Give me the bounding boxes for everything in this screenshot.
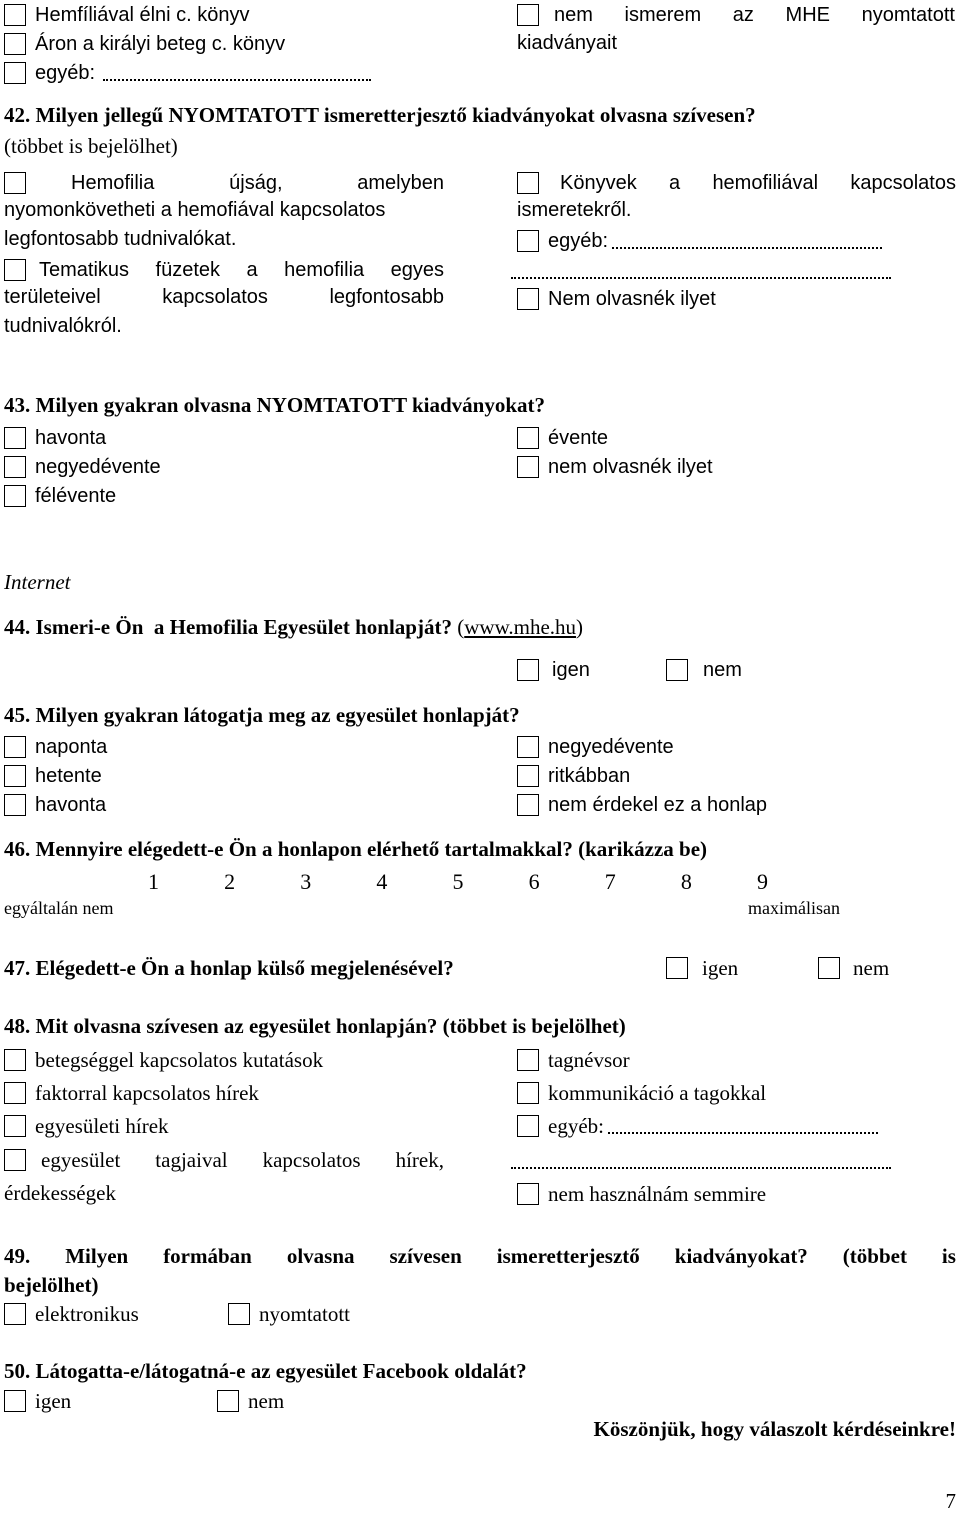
option-monthly[interactable] xyxy=(4,792,106,818)
question-43-title: 43. Milyen gyakran olvasna NYOMTATOTT kiadványokat? xyxy=(4,393,546,417)
question-48-title: 48. Mit olvasna szívesen az egyesület honlapján? (többet is bejelölhet) xyxy=(4,1014,626,1038)
option-half-yearly[interactable] xyxy=(4,483,116,509)
option-label-cont: legfontosabb tudnivalókat. xyxy=(4,228,237,250)
checkbox[interactable] xyxy=(517,4,539,26)
option-label: nem használnám semmire xyxy=(548,1181,767,1206)
checkbox[interactable] xyxy=(4,1115,26,1137)
rating-value[interactable]: 9 xyxy=(757,869,768,894)
checkbox[interactable] xyxy=(517,659,539,681)
option-label: évente xyxy=(548,426,609,449)
option-label: negyedévente xyxy=(35,455,161,478)
checkbox[interactable] xyxy=(517,230,539,252)
option-label: igen xyxy=(552,658,590,681)
rating-value[interactable]: 4 xyxy=(376,869,388,894)
checkbox[interactable] xyxy=(666,659,688,681)
fill-in-line[interactable] xyxy=(511,260,891,285)
checkbox[interactable] xyxy=(517,172,539,194)
fill-in-line[interactable] xyxy=(511,1150,891,1175)
checkbox[interactable] xyxy=(517,794,539,816)
checkbox[interactable] xyxy=(4,1049,26,1071)
rating-value[interactable]: 8 xyxy=(680,869,692,894)
option-label: egyesületi hírek xyxy=(35,1113,169,1138)
checkbox[interactable] xyxy=(517,288,539,310)
option-yes[interactable] xyxy=(4,1388,71,1414)
option-label: faktorral kapcsolatos hírek xyxy=(35,1080,259,1105)
option-label: naponta xyxy=(35,735,108,758)
option-label: betegséggel kapcsolatos kutatások xyxy=(35,1047,324,1072)
option-label: havonta xyxy=(35,426,107,449)
option-label: félévente xyxy=(35,484,117,507)
option-dont-know-prints[interactable] xyxy=(517,2,955,28)
option-label: nem olvasnék ilyet xyxy=(548,455,713,478)
website-link[interactable]: www.mhe.hu xyxy=(464,615,577,639)
checkbox[interactable] xyxy=(517,1183,539,1205)
option-quarterly[interactable] xyxy=(517,734,674,760)
rating-value[interactable]: 3 xyxy=(300,869,312,894)
checkbox[interactable] xyxy=(517,427,539,449)
scale-high-label: maximálisan xyxy=(748,898,840,918)
option-label-cont: nyomonkövetheti a hemofiával kapcsolatos xyxy=(4,199,386,221)
checkbox[interactable] xyxy=(517,1082,539,1104)
option-label: egyéb: xyxy=(548,229,609,252)
option-monthly[interactable] xyxy=(4,425,106,451)
option-not-interested[interactable] xyxy=(517,792,767,818)
option-label-cont: tudnivalókról. xyxy=(4,315,122,337)
option-label: tagnévsor xyxy=(548,1047,630,1072)
option-label: Könyvek a hemofiliával kapcsolatos xyxy=(560,171,956,194)
scale-low-label: egyáltalán nem xyxy=(4,898,114,918)
question-50-title: 50. Látogatta-e/látogatná-e az egyesület Facebook oldalát? xyxy=(4,1359,527,1383)
checkbox[interactable] xyxy=(4,736,26,758)
option-rarely[interactable] xyxy=(517,763,630,789)
question-42-hint: (többet is bejelölhet) xyxy=(4,134,178,158)
checkbox[interactable] xyxy=(4,259,26,281)
option-daily[interactable] xyxy=(4,734,107,760)
option-association-news[interactable] xyxy=(4,1113,169,1139)
option-label: egyéb: xyxy=(548,1113,604,1138)
question-49-title: 49. Milyen formában olvasna szívesen ismeretterjesztő kiadványokat? (többet is xyxy=(4,1244,956,1268)
option-no[interactable] xyxy=(818,955,889,981)
option-label: Áron a királyi beteg c. könyv xyxy=(35,32,286,55)
option-no[interactable] xyxy=(666,657,742,683)
checkbox[interactable] xyxy=(4,4,26,26)
checkbox[interactable] xyxy=(517,1049,539,1071)
option-label: egyéb: xyxy=(35,61,96,84)
rating-value[interactable]: 5 xyxy=(452,869,464,894)
fill-in-line[interactable] xyxy=(608,1118,878,1134)
option-research[interactable] xyxy=(4,1047,323,1073)
checkbox[interactable] xyxy=(4,62,26,84)
option-label: nem xyxy=(853,955,890,980)
checkbox[interactable] xyxy=(4,33,26,55)
checkbox[interactable] xyxy=(4,456,26,478)
checkbox[interactable] xyxy=(517,765,539,787)
section-heading: Internet xyxy=(4,570,71,594)
checkbox[interactable] xyxy=(4,765,26,787)
option-label: ritkábban xyxy=(548,764,631,787)
option-would-not-use[interactable] xyxy=(517,1181,766,1207)
question-49-title-cont: bejelölhet) xyxy=(4,1273,99,1297)
checkbox[interactable] xyxy=(818,957,840,979)
checkbox[interactable] xyxy=(517,456,539,478)
option-label: igen xyxy=(35,1388,72,1413)
option-label: nyomtatott xyxy=(259,1301,350,1326)
fill-in-line[interactable] xyxy=(103,65,371,81)
checkbox[interactable] xyxy=(4,1149,26,1171)
option-aron-book[interactable] xyxy=(4,31,285,57)
option-factor-news[interactable] xyxy=(4,1080,259,1106)
option-label-cont: érdekességek xyxy=(4,1181,116,1205)
option-label: Tematikus füzetek a hemofilia egyes xyxy=(39,258,444,281)
option-other[interactable] xyxy=(517,228,882,254)
option-label: negyedévente xyxy=(548,735,674,758)
rating-value[interactable]: 2 xyxy=(224,869,236,894)
option-would-not-read[interactable] xyxy=(517,454,713,480)
question-46-title: 46. Mennyire elégedett-e Ön a honlapon elérhető tartalmakkal? (karikázza be) xyxy=(4,837,708,861)
checkbox[interactable] xyxy=(4,1082,26,1104)
checkbox[interactable] xyxy=(4,794,26,816)
checkbox[interactable] xyxy=(4,1303,26,1325)
option-member-news[interactable] xyxy=(4,1147,444,1173)
option-label: Hemfíliával élni c. könyv xyxy=(35,3,250,26)
option-communication[interactable] xyxy=(517,1080,766,1106)
option-hemofilia-newspaper[interactable] xyxy=(4,170,444,196)
checkbox[interactable] xyxy=(517,736,539,758)
option-label-cont: ismeretekről. xyxy=(517,199,632,221)
rating-value[interactable]: 1 xyxy=(148,869,159,894)
checkbox[interactable] xyxy=(4,1390,26,1412)
option-label: igen xyxy=(702,955,739,980)
rating-scale xyxy=(148,869,768,895)
option-label: nem érdekel ez a honlap xyxy=(548,793,768,816)
option-label: nem xyxy=(248,1388,285,1413)
checkbox[interactable] xyxy=(666,957,688,979)
option-quarterly[interactable] xyxy=(4,454,161,480)
option-label: nem xyxy=(703,658,742,681)
option-no[interactable] xyxy=(217,1388,284,1414)
option-other[interactable] xyxy=(4,60,371,86)
option-hemofilia-book[interactable] xyxy=(4,2,250,28)
option-label: kommunikáció a tagokkal xyxy=(548,1080,767,1105)
question-42-title: 42. Milyen jellegű NYOMTATOTT ismeretterjesztő kiadványokat olvasna szívesen? xyxy=(4,103,756,127)
checkbox[interactable] xyxy=(4,172,26,194)
checkbox[interactable] xyxy=(228,1303,250,1325)
option-yes[interactable] xyxy=(666,955,738,981)
option-label-cont: területeivel kapcsolatos legfontosabb xyxy=(4,286,444,308)
checkbox[interactable] xyxy=(4,485,26,507)
option-yearly[interactable] xyxy=(517,425,608,451)
option-label: nem ismerem az MHE nyomtatott xyxy=(554,3,955,26)
option-thematic-booklets[interactable] xyxy=(4,257,444,283)
option-yes[interactable] xyxy=(517,657,590,683)
fill-in-line[interactable] xyxy=(612,233,882,249)
option-printed[interactable] xyxy=(228,1301,350,1327)
thank-you-note: Köszönjük, hogy válaszolt kérdéseinkre! xyxy=(593,1417,956,1441)
option-label: elektronikus xyxy=(35,1301,139,1326)
option-label: egyesület tagjaival kapcsolatos hírek, xyxy=(41,1147,444,1172)
option-would-not-read[interactable] xyxy=(517,286,716,312)
option-weekly[interactable] xyxy=(4,763,102,789)
option-label: havonta xyxy=(35,793,107,816)
option-other[interactable] xyxy=(517,1113,878,1139)
checkbox[interactable] xyxy=(517,1115,539,1137)
option-label: Nem olvasnék ilyet xyxy=(548,287,716,310)
option-member-list[interactable] xyxy=(517,1047,630,1073)
page-number: 7 xyxy=(945,1489,956,1513)
option-label: Hemofilia újság, amelyben xyxy=(71,171,444,194)
option-books[interactable] xyxy=(517,170,956,196)
option-electronic[interactable] xyxy=(4,1301,139,1327)
option-label: hetente xyxy=(35,764,102,787)
question-45-title: 45. Milyen gyakran látogatja meg az egyesület honlapját? xyxy=(4,703,520,727)
question-44-title: 44. Ismeri-e Ön a Hemofilia Egyesület honlapját? (www.mhe.hu) xyxy=(4,615,584,639)
question-47-title: 47. Elégedett-e Ön a honlap külső megjelenésével? xyxy=(4,956,454,980)
rating-value[interactable]: 7 xyxy=(604,869,616,894)
option-label-cont: kiadványait xyxy=(517,32,618,54)
rating-value[interactable]: 6 xyxy=(528,869,540,894)
checkbox[interactable] xyxy=(217,1390,239,1412)
checkbox[interactable] xyxy=(4,427,26,449)
